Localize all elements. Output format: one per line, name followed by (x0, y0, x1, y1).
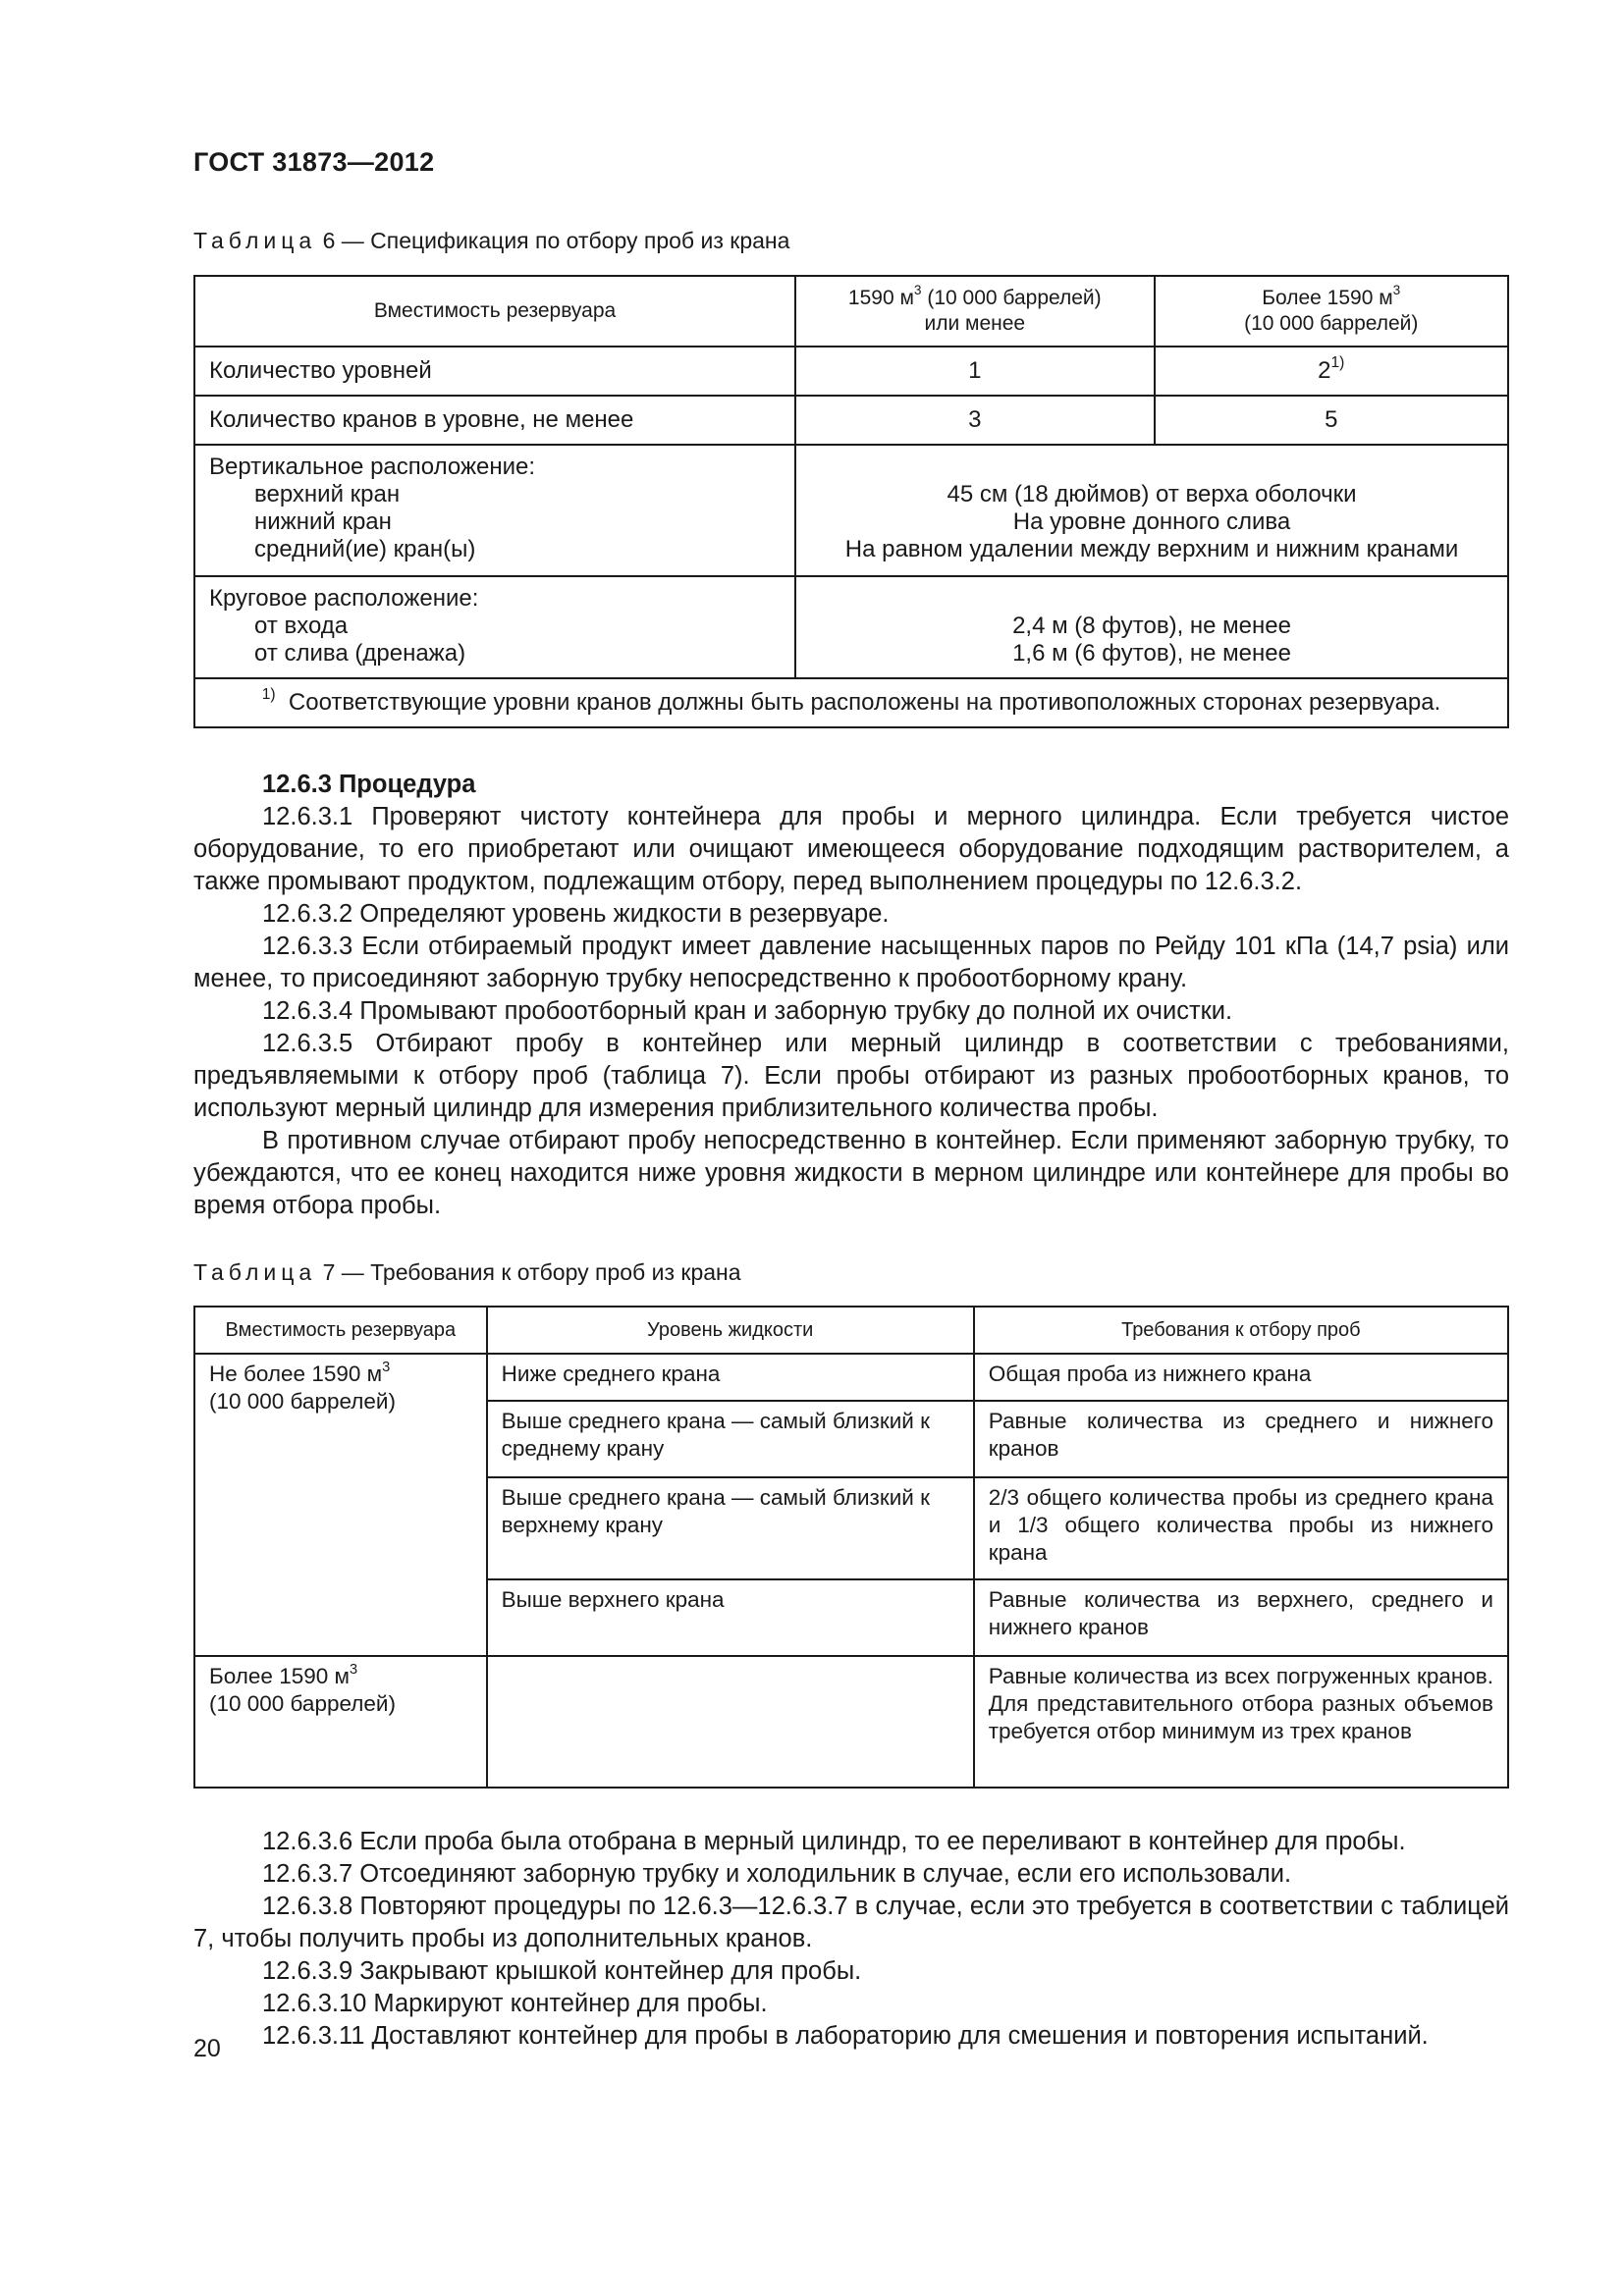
table-row (194, 1354, 1508, 1401)
paragraph: 12.6.3.6 Если проба была отобрана в мерный цилиндр, то ее переливают в контейнер для пробы. (262, 1828, 1406, 1855)
table6-row-vertical (194, 445, 1508, 576)
table6-circular-value: 2,4 м (8 футов), не менее (1012, 613, 1291, 639)
table6-vertical-value: 45 см (18 дюймов) от верха оболочки (947, 481, 1357, 507)
table7-caption (193, 1259, 741, 1286)
table7-level: Выше среднего крана — самый близкий к верхнему крану (487, 1477, 974, 1579)
paragraph: 12.6.3.1 Проверяют чистоту контейнера для пробы и мерного цилиндра. Если требуется чистое оборудование, то его приобретают или очищают имеющееся оборудование подходящим растворителем, а также промывают продуктом, подлежащим отбору, перед выполнением процедуры по 12.6.3.2. (193, 803, 1509, 895)
table7-header-level: Уровень жидкости (487, 1307, 974, 1354)
table6-row-taps (194, 396, 1508, 445)
table6-circular-sub: от входа (254, 613, 349, 639)
table6-header-gt-1590: Более 1590 $м^3$ (10 000 баррелей) (1155, 276, 1508, 347)
table6-levels-v2: 2$^{1)}$ (1155, 347, 1508, 396)
paragraph: 12.6.3.8 Повторяют процедуры по 12.6.3—12.6.3.7 в случае, если это требуется в соответствии с таблицей 7, чтобы получить пробы из дополнительных кранов. (193, 1893, 1509, 1952)
table7-capacity-cell: Более 1590 $м^3$ (10 000 баррелей) (194, 1656, 487, 1788)
table6-vertical-sub: нижний кран (254, 508, 392, 535)
table6-header-capacity: Вместимость резервуара (194, 276, 795, 347)
table7-caption-word: Таблица (193, 1259, 317, 1285)
table7-requirement: Равные количества из верхнего, среднего и нижнего кранов (974, 1579, 1508, 1656)
table6-row-circular (194, 576, 1508, 678)
table6-caption-text: 6 — Спецификация по отбору проб из крана (322, 228, 790, 253)
table7-caption-text: 7 — Требования к отбору проб из крана (322, 1259, 741, 1285)
table6-circular-sub: от слива (дренажа) (254, 640, 466, 667)
paragraph: 12.6.3.5 Отбирают пробу в контейнер или мерный цилиндр в соответствии с требованиями, предъявляемыми к отбору проб (таблица 7). Если пробы отбирают из разных пробоотборных кранов, то используют мерный цилиндр для измерения приблизительного количества пробы. (193, 1030, 1509, 1122)
table6-vertical-value: На уровне донного слива (1012, 508, 1291, 535)
standard-title: ГОСТ 31873—2012 (193, 147, 435, 177)
table6-caption-word: Таблица (193, 228, 317, 253)
table7-level (487, 1656, 974, 1788)
table6-vertical-sub: средний(ие) кран(ы) (254, 536, 476, 562)
paragraph: 12.6.3.4 Промывают пробоотборный кран и заборную трубку до полной их очистки. (262, 997, 1233, 1025)
paragraph: 12.6.3.10 Маркируют контейнер для пробы. (262, 1990, 768, 2017)
paragraph: 12.6.3.11 Доставляют контейнер для пробы в лабораторию для смешения и повторения испытаний. (262, 2022, 1429, 2050)
table6-vertical-sub: верхний кран (254, 481, 401, 507)
table-7 (193, 1306, 1509, 1789)
table6-vertical-values (795, 445, 1508, 576)
table6-levels-label: Количество уровней (194, 347, 795, 396)
table6-circular-label: Круговое расположение: (209, 585, 479, 612)
footnote-text: Соответствующие уровни кранов должны быть расположены на противоположных сторонах резервуара. (288, 689, 1441, 716)
table7-capacity-cell: Не более 1590 $м^3$ (10 000 баррелей) (194, 1354, 487, 1656)
procedure-continued (193, 1826, 1509, 2053)
table7-header-row (194, 1307, 1508, 1354)
table6-circular-label-cell (194, 576, 795, 678)
table6-circular-values (795, 576, 1508, 678)
page-number: 20 (193, 2035, 221, 2062)
paragraph: В противном случае отбирают пробу непосредственно в контейнер. Если применяют заборную трубку, то убеждаются, что ее конец находится ниже уровня жидкости в мерном цилиндре или контейнере для пробы во время отбора пробы. (193, 1127, 1509, 1219)
table6-row-levels (194, 347, 1508, 396)
table6-header-row (194, 276, 1508, 347)
table-row (194, 1656, 1508, 1788)
paragraph: 12.6.3.2 Определяют уровень жидкости в резервуаре. (262, 900, 890, 928)
table7-header-requirements: Требования к отбору проб (974, 1307, 1508, 1354)
table6-taps-v1: 3 (795, 396, 1154, 445)
table6-vertical-label-cell (194, 445, 795, 576)
table7-requirement: Равные количества из среднего и нижнего кранов (974, 1401, 1508, 1477)
table6-taps-v2: 5 (1155, 396, 1508, 445)
footnote-mark: 1) (261, 686, 276, 703)
table7-header-capacity: Вместимость резервуара (194, 1307, 487, 1354)
table6-footnote-row (194, 678, 1508, 727)
table7-level: Выше верхнего крана (487, 1579, 974, 1656)
table7-level: Ниже среднего крана (487, 1354, 974, 1401)
table7-requirement: Равные количества из всех погруженных кранов. Для представительного отбора разных объемов требуется отбор минимум из трех кранов (974, 1656, 1508, 1788)
table7-requirement: 2/3 общего количества пробы из среднего крана и 1/3 общего количества пробы из нижнего крана (974, 1477, 1508, 1579)
table6-levels-v1: 1 (795, 347, 1154, 396)
table6-vertical-label: Вертикальное расположение: (209, 454, 536, 480)
table6-taps-label: Количество кранов в уровне, не менее (194, 396, 795, 445)
table6-header-le-1590: 1590 $м^3$ (10 000 баррелей) или менее (795, 276, 1154, 347)
section-heading: 12.6.3 Процедура (262, 771, 476, 798)
procedure-section (193, 769, 1509, 1222)
table6-footnote (194, 678, 1508, 727)
table6-vertical-value: На равном удалении между верхним и нижним кранами (844, 536, 1459, 562)
paragraph: 12.6.3.9 Закрывают крышкой контейнер для пробы. (262, 1957, 862, 1985)
paragraph: 12.6.3.7 Отсоединяют заборную трубку и холодильник в случае, если его использовали. (262, 1860, 1292, 1888)
paragraph: 12.6.3.3 Если отбираемый продукт имеет давление насыщенных паров по Рейду 101 кПа (14,7 psia) или менее, то присоединяют заборную трубку непосредственно к пробоотборному крану. (193, 933, 1509, 992)
table7-requirement: Общая проба из нижнего крана (974, 1354, 1508, 1401)
table7-level: Выше среднего крана — самый близкий к среднему крану (487, 1401, 974, 1477)
table6-circular-value: 1,6 м (6 футов), не менее (1012, 640, 1291, 667)
table-6 (193, 275, 1509, 728)
table6-caption (193, 228, 789, 254)
